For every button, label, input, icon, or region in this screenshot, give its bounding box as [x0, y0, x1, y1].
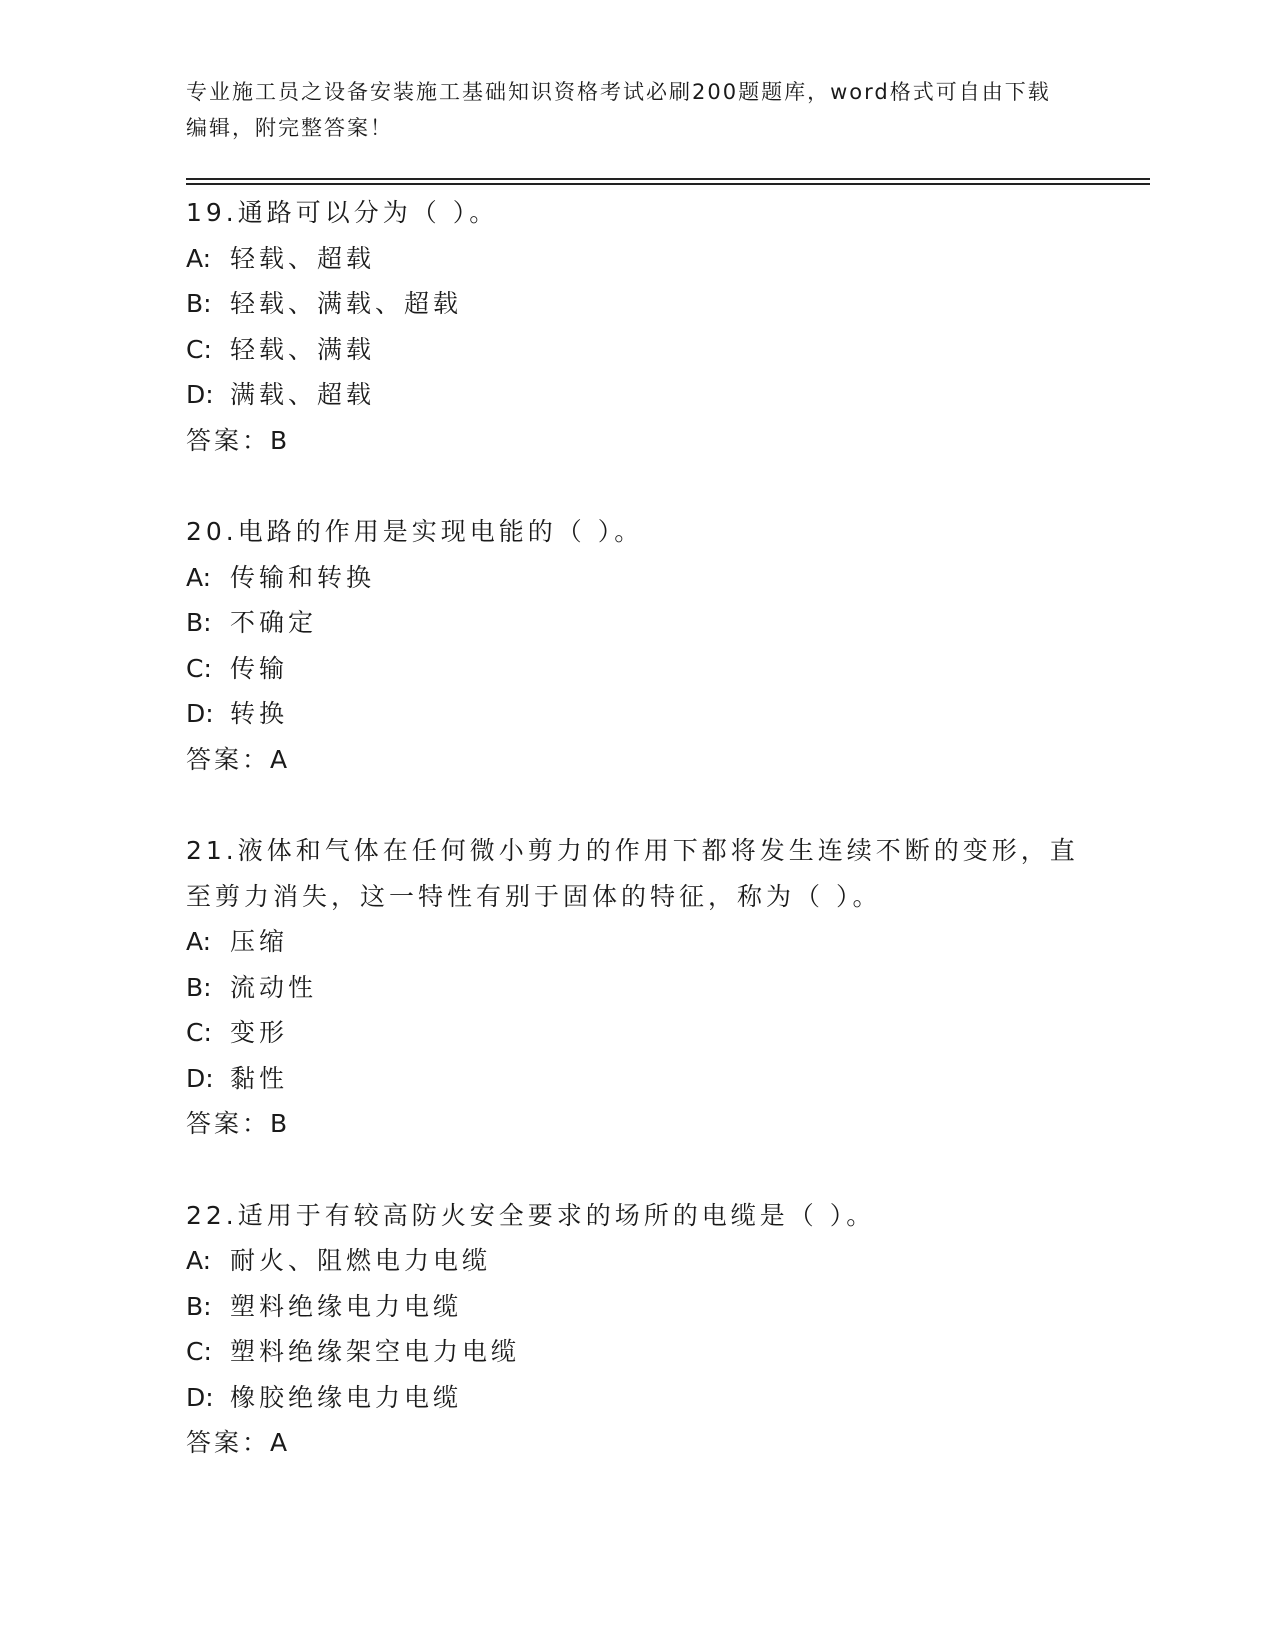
- option-letter: A:: [186, 927, 212, 956]
- option-letter: C:: [186, 334, 212, 364]
- option-letter: B:: [186, 972, 212, 1002]
- option-text: 变形: [230, 1018, 289, 1047]
- option-letter: B:: [186, 289, 212, 318]
- option-letter: B:: [186, 608, 212, 637]
- question-19: [186, 190, 1086, 463]
- header-divider-top: [186, 178, 1150, 180]
- option-a: [186, 1238, 1086, 1284]
- question-22: [186, 1193, 1086, 1466]
- option-a: [186, 919, 1086, 965]
- option-letter: D:: [186, 380, 214, 409]
- option-text: 传输: [230, 653, 289, 683]
- option-d: [186, 1375, 1086, 1421]
- question-stem: 20.电路的作用是实现电能的（ ）。: [186, 517, 644, 546]
- option-text: 不确定: [230, 608, 318, 637]
- option-text: 橡胶绝缘电力电缆: [230, 1382, 463, 1412]
- document-header: 专业施工员之设备安装施工基础知识资格考试必刷200题题库，word格式可自由下载编辑，附完整答案！: [186, 80, 1051, 140]
- option-letter: D:: [186, 699, 214, 728]
- question-stem: 19.通路可以分为（ ）。: [186, 198, 499, 227]
- option-text: 轻载、满载、超载: [230, 289, 463, 318]
- option-b: [186, 965, 1086, 1011]
- option-text: 轻载、超载: [230, 243, 376, 273]
- option-letter: A:: [186, 243, 212, 273]
- option-b: [186, 600, 1086, 646]
- option-a: [186, 236, 1086, 282]
- option-b: [186, 1284, 1086, 1330]
- option-text: 塑料绝缘架空电力电缆: [230, 1337, 521, 1366]
- question-21: [186, 828, 1086, 1147]
- option-c: [186, 1010, 1086, 1056]
- option-letter: C:: [186, 1018, 212, 1047]
- option-letter: B:: [186, 1291, 212, 1321]
- question-stem: 22.适用于有较高防火安全要求的场所的电缆是（ ）。: [186, 1200, 876, 1230]
- question-list: [186, 190, 1086, 1512]
- option-letter: A:: [186, 1246, 212, 1275]
- option-letter: C:: [186, 1337, 212, 1366]
- answer-line: 答案：A: [186, 1428, 291, 1457]
- option-text: 轻载、满载: [230, 334, 376, 364]
- option-text: 转换: [230, 699, 289, 728]
- question-20: [186, 509, 1086, 782]
- option-text: 流动性: [230, 972, 318, 1002]
- option-letter: C:: [186, 653, 212, 683]
- option-text: 耐火、阻燃电力电缆: [230, 1246, 492, 1275]
- option-text: 压缩: [230, 927, 289, 956]
- option-a: [186, 555, 1086, 601]
- option-c: [186, 327, 1086, 373]
- option-d: [186, 372, 1086, 418]
- option-letter: D:: [186, 1382, 214, 1412]
- option-b: [186, 281, 1086, 327]
- option-d: [186, 691, 1086, 737]
- answer-line: 答案：B: [186, 1109, 291, 1138]
- option-text: 黏性: [230, 1063, 289, 1093]
- option-d: [186, 1056, 1086, 1102]
- option-letter: A:: [186, 562, 212, 592]
- question-stem: 21.液体和气体在任何微小剪力的作用下都将发生连续不断的变形，直至剪力消失，这一特性有别于固体的特征，称为（ ）。: [186, 836, 1079, 911]
- option-letter: D:: [186, 1063, 214, 1093]
- option-c: [186, 1329, 1086, 1375]
- option-text: 传输和转换: [230, 562, 376, 592]
- header-divider-bottom: [186, 183, 1150, 185]
- option-text: 塑料绝缘电力电缆: [230, 1291, 463, 1321]
- answer-line: 答案：A: [186, 744, 291, 774]
- option-c: [186, 646, 1086, 692]
- answer-line: 答案：B: [186, 425, 291, 455]
- option-text: 满载、超载: [230, 380, 376, 409]
